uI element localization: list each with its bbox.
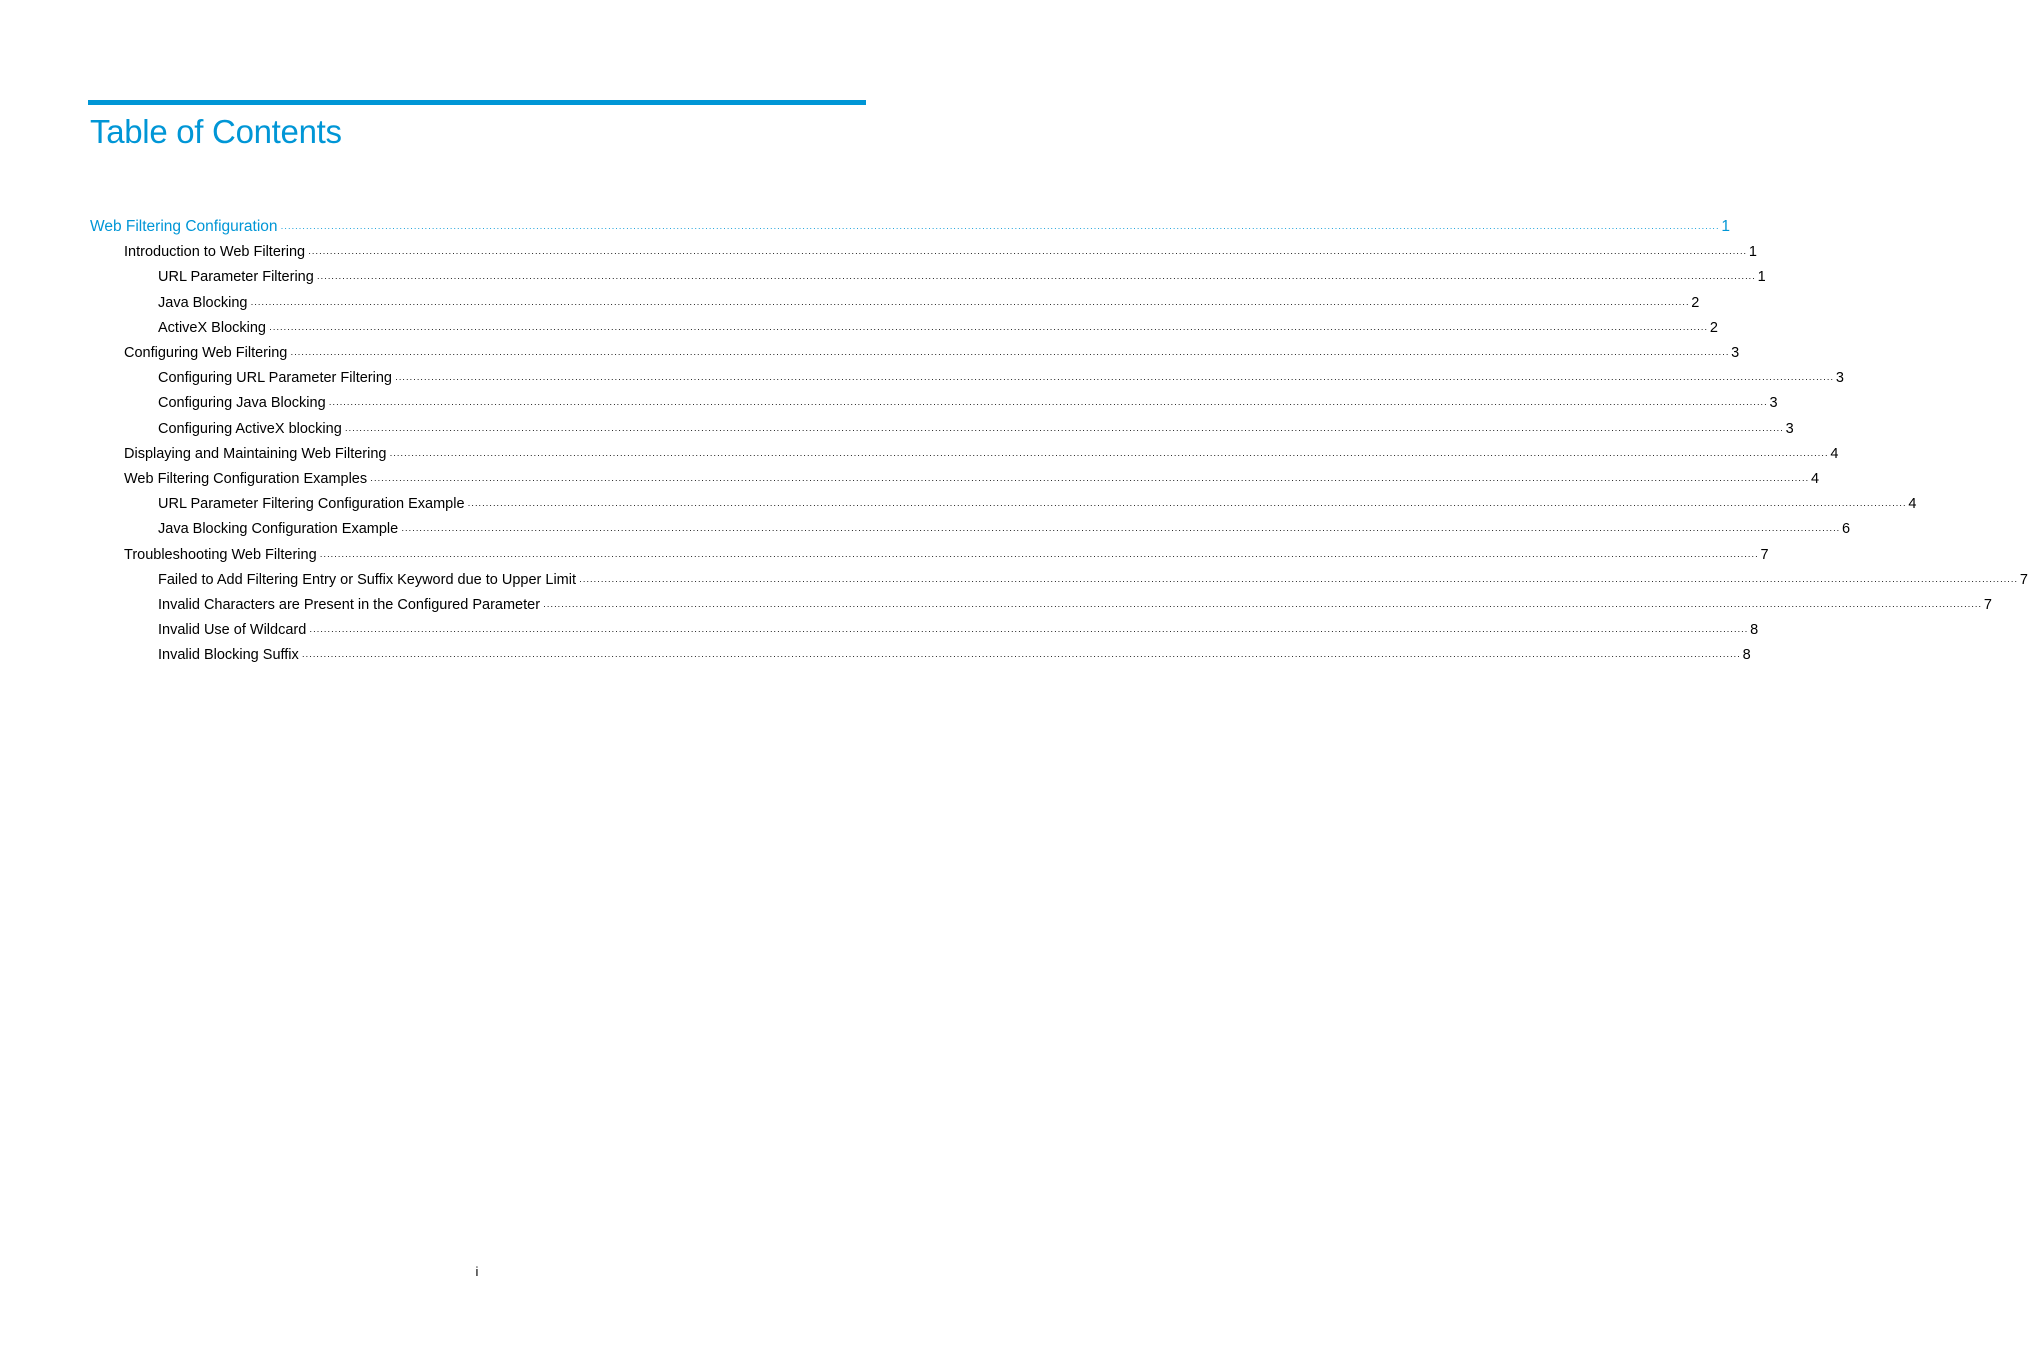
toc-entry-label: URL Parameter Filtering bbox=[158, 269, 314, 286]
toc-dot-leader: ················································································································································································································································································································································································································ bbox=[308, 248, 1747, 259]
toc-dot-leader: ················································································································································································································································································································································································································ bbox=[394, 374, 1834, 385]
toc-dot-leader: ················································································································································································································································································································································································································ bbox=[309, 626, 1749, 637]
toc-dot-leader: ················································································································································································································································································································································································································ bbox=[280, 223, 1720, 233]
toc-dot-leader: ················································································································································································································································································································································································································ bbox=[250, 298, 1690, 309]
toc-dot-leader: ················································································································································································································································································································································································································ bbox=[319, 550, 1759, 561]
toc-entry-page-number: 3 bbox=[1731, 345, 1740, 361]
toc-entry[interactable] bbox=[158, 292, 1700, 314]
toc-dot-leader: ················································································································································································································································································································································································································ bbox=[301, 651, 1741, 662]
toc-entry-page-number: 1 bbox=[1757, 269, 1766, 286]
toc-entry[interactable] bbox=[124, 342, 1740, 364]
toc-dot-leader: ················································································································································································································································································································································································································ bbox=[316, 273, 1756, 284]
page-number: i bbox=[475, 1264, 479, 1279]
toc-entry-label: Troubleshooting Web Filtering bbox=[124, 546, 317, 563]
toc-entry-page-number: 7 bbox=[1983, 597, 1992, 613]
toc-dot-leader: ················································································································································································································································································································································································································ bbox=[543, 601, 1982, 611]
toc-entry-page-number: 6 bbox=[1842, 521, 1851, 538]
toc-dot-leader: ················································································································································································································································································································································································································ bbox=[344, 424, 1784, 435]
toc-entry[interactable] bbox=[158, 367, 1844, 389]
toc-entry-label: URL Parameter Filtering Configuration Example bbox=[158, 496, 465, 513]
toc-dot-leader: ················································································································································································································································································································································································································ bbox=[290, 349, 1730, 359]
toc-entry-label: Web Filtering Configuration Examples bbox=[124, 471, 368, 487]
toc-entry[interactable] bbox=[124, 241, 1757, 263]
toc-entry-page-number: 7 bbox=[1760, 546, 1769, 563]
toc-dot-leader: ················································································································································································································································································································································································································ bbox=[269, 323, 1708, 334]
toc-entry-label: Java Blocking bbox=[158, 294, 248, 311]
toc-dot-leader: ················································································································································································································································································································································································································ bbox=[370, 475, 1809, 485]
toc-entry[interactable] bbox=[158, 594, 1992, 616]
toc-entry-label: Configuring ActiveX blocking bbox=[158, 420, 342, 437]
toc-entry-label: Invalid Characters are Present in the Configured Parameter bbox=[158, 597, 541, 613]
toc-entry[interactable] bbox=[158, 317, 1718, 339]
toc-dot-leader: ················································································································································································································································································································································································································ bbox=[328, 399, 1768, 410]
toc-dot-leader: ················································································································································································································································································································································································································ bbox=[401, 525, 1841, 536]
toc-entry-page-number: 1 bbox=[1748, 244, 1757, 261]
toc-entry-page-number: 4 bbox=[1810, 471, 1820, 487]
toc-entry-page-number: 3 bbox=[1835, 370, 1844, 387]
toc-entry[interactable] bbox=[124, 544, 1769, 566]
toc-entry-label: Configuring Java Blocking bbox=[158, 395, 326, 412]
toc-entry-page-number: 8 bbox=[1742, 647, 1751, 664]
toc-entry-page-number: 7 bbox=[2019, 571, 2028, 588]
toc-entry-label: Configuring Web Filtering bbox=[124, 345, 288, 361]
toc-entry-page-number: 8 bbox=[1750, 622, 1759, 639]
toc-entry-page-number: 3 bbox=[1785, 420, 1794, 437]
toc-entry[interactable] bbox=[158, 493, 1917, 515]
toc-entry-page-number: 4 bbox=[1830, 445, 1839, 462]
toc-entry[interactable] bbox=[158, 644, 1751, 666]
toc-entry-label: ActiveX Blocking bbox=[158, 319, 266, 336]
toc-entry[interactable] bbox=[158, 392, 1778, 414]
toc-entry[interactable] bbox=[124, 443, 1839, 465]
toc-entry-label: Configuring URL Parameter Filtering bbox=[158, 370, 392, 387]
toc-entry-label: Failed to Add Filtering Entry or Suffix Keyword due to Upper Limit bbox=[158, 571, 577, 588]
toc-entry-label: Java Blocking Configuration Example bbox=[158, 521, 399, 538]
toc-entry-label: Invalid Blocking Suffix bbox=[158, 647, 299, 664]
toc-entry[interactable] bbox=[158, 518, 1851, 540]
toc-entry-page-number: 2 bbox=[1691, 294, 1700, 311]
toc-entry-page-number: 4 bbox=[1908, 496, 1917, 513]
toc-entry[interactable] bbox=[158, 619, 1759, 641]
toc-entry-label: Web Filtering Configuration bbox=[90, 218, 278, 235]
page-title: Table of Contents bbox=[90, 113, 342, 150]
toc-entry[interactable] bbox=[124, 468, 1820, 490]
toc-entry-label: Introduction to Web Filtering bbox=[124, 244, 306, 261]
toc-entry-page-number: 2 bbox=[1709, 319, 1718, 336]
toc-entry[interactable] bbox=[90, 216, 1730, 238]
toc-entry[interactable] bbox=[158, 418, 1794, 440]
toc-entry-label: Invalid Use of Wildcard bbox=[158, 622, 307, 639]
toc-dot-leader: ················································································································································································································································································································································································································ bbox=[389, 449, 1829, 460]
toc-dot-leader: ················································································································································································································································································································································································································ bbox=[467, 500, 1907, 511]
toc-entry[interactable] bbox=[158, 266, 1766, 288]
toc-entry[interactable] bbox=[158, 569, 2028, 591]
toc-entry-page-number: 3 bbox=[1769, 395, 1778, 412]
toc-entry-page-number: 1 bbox=[1721, 218, 1730, 235]
toc-dot-leader: ················································································································································································································································································································································································································ bbox=[579, 575, 2018, 586]
toc-entry-label: Displaying and Maintaining Web Filtering bbox=[124, 445, 387, 462]
